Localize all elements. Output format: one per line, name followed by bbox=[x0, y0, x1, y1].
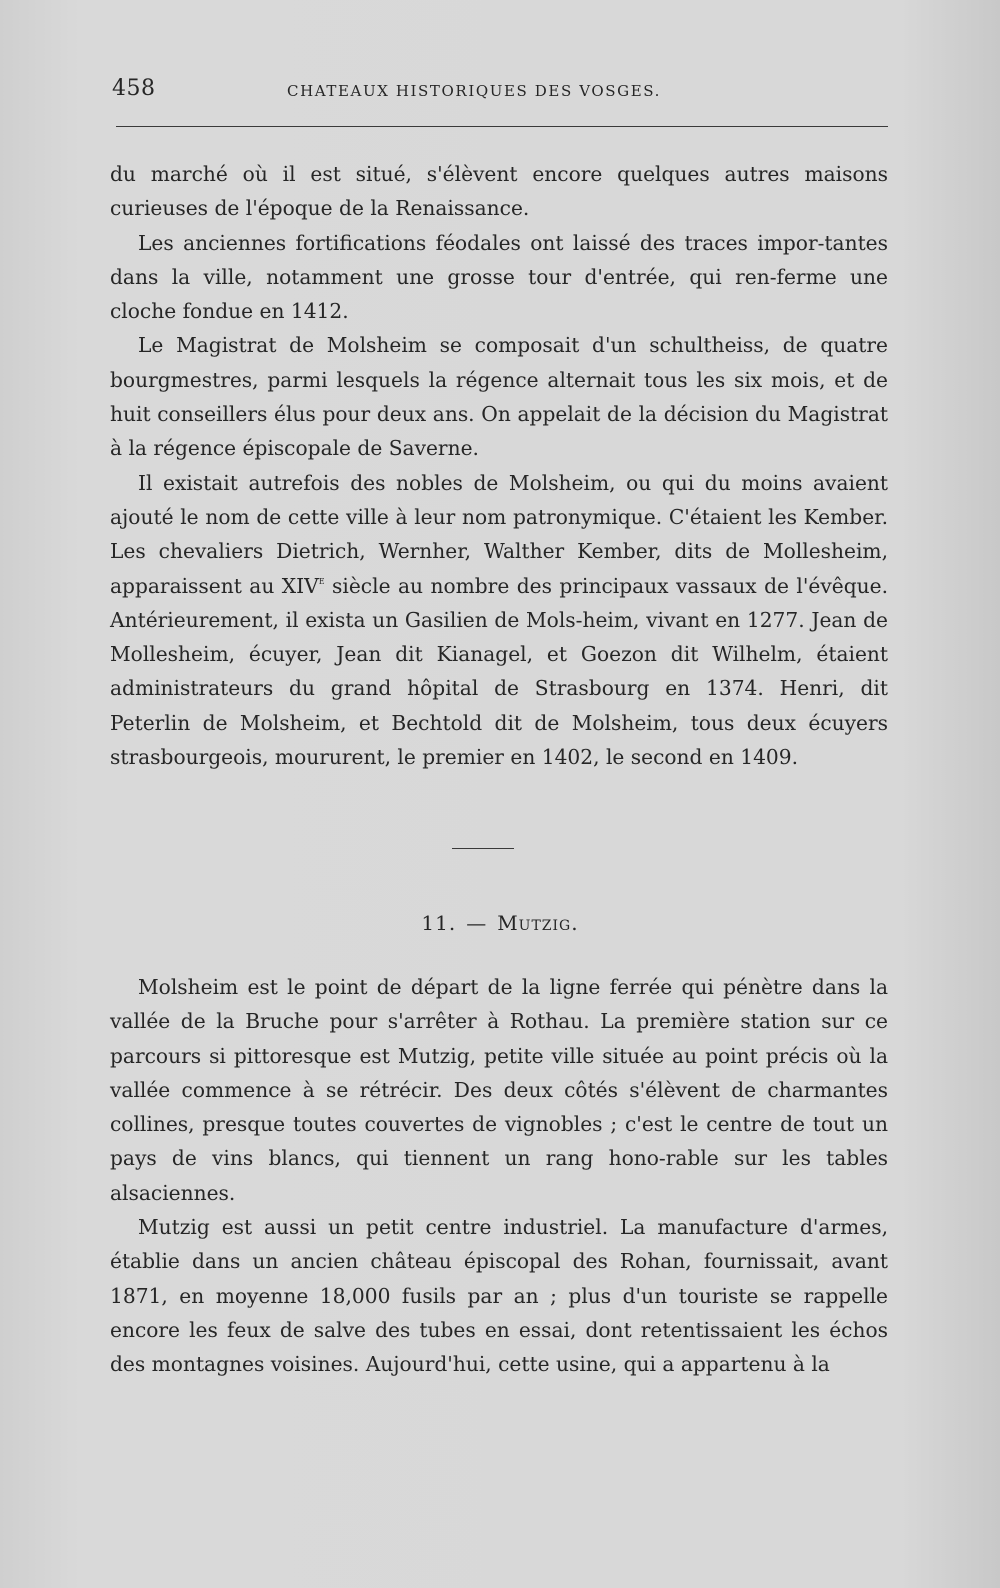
nobles-text-end: siècle au nombre des principaux vassaux de l'évêque. Antérieurement, il exista un Gasilien de Mols-heim, vivant en 1277. Jean de Mollesheim, écuyer, Jean dit Kianagel, et Goezon dit Wilhelm, étaient administrateurs du grand hôpital de Strasbourg en 1374. Henri, dit Peterlin de Molsheim, et Bechtold dit de Molsheim, tous deux écuyers strasbourgeois, moururent, le premier en 1402, le second en 1409. bbox=[110, 573, 888, 770]
text-block-mutzig bbox=[110, 970, 888, 1382]
paragraph-nobles bbox=[110, 466, 888, 775]
paragraph-mutzig-industry: Mutzig est aussi un petit centre industriel. La manufacture d'armes, établie dans un ancien château épiscopal des Rohan, fournissait, avant 1871, en moyenne 18,000 fusils par an ; plus d'un touriste se rappelle encore les feux de salve des tubes en essai, dont retentissaient les échos des montagnes voisines. Aujourd'hui, cette usine, qui a appartenu à la bbox=[110, 1215, 888, 1377]
text-block-molsheim bbox=[110, 157, 888, 774]
page-header bbox=[112, 74, 888, 110]
running-title: CHATEAUX HISTORIQUES DES VOSGES. bbox=[287, 82, 661, 100]
section-title: Mutzig. bbox=[497, 911, 579, 935]
paragraph-fortifications: Les anciennes fortifications féodales ont laissé des traces impor-tantes dans la ville, notamment une grosse tour d'entrée, qui ren-ferme une cloche fondue en 1412. bbox=[110, 230, 888, 324]
century-numeral: XIVe bbox=[281, 573, 325, 598]
section-separator bbox=[452, 848, 514, 849]
paragraph-mutzig-intro: Molsheim est le point de départ de la ligne ferrée qui pénètre dans la vallée de la Bruche pour s'arrêter à Rothau. La première station sur ce parcours si pittoresque est Mutzig, petite ville située au point précis où la vallée commence à se rétrécir. Des deux côtés s'élèvent de charmantes collines, presque toutes couvertes de vignobles ; c'est le centre de tout un pays de vins blancs, qui tiennent un rang hono-rable sur les tables alsaciennes. bbox=[110, 975, 888, 1205]
section-dash: — bbox=[466, 911, 488, 935]
section-number: 11. bbox=[421, 911, 457, 935]
nobles-text-start: Il existait autrefois des nobles de Molsheim, ou qui du moins avaient ajouté le nom de cette ville à leur nom patronymique. C'étaient les Kember. Les chevaliers Dietrich, Wernher, Walther Kember, dits de Mollesheim, apparaissent au bbox=[110, 470, 888, 598]
century-superscript: e bbox=[318, 573, 325, 587]
header-rule bbox=[116, 126, 888, 127]
paragraph-magistrat: Le Magistrat de Molsheim se composait d'un schultheiss, de quatre bourgmestres, parmi lesquels la régence alternait tous les six mois, et de huit conseillers élus pour deux ans. On appelait de la décision du Magistrat à la régence épiscopale de Saverne. bbox=[110, 333, 888, 461]
section-heading bbox=[0, 911, 1000, 935]
page-number: 458 bbox=[112, 76, 156, 101]
paragraph-continuation: du marché où il est situé, s'élèvent encore quelques autres maisons curieuses de l'époque de la Renaissance. bbox=[110, 162, 888, 221]
